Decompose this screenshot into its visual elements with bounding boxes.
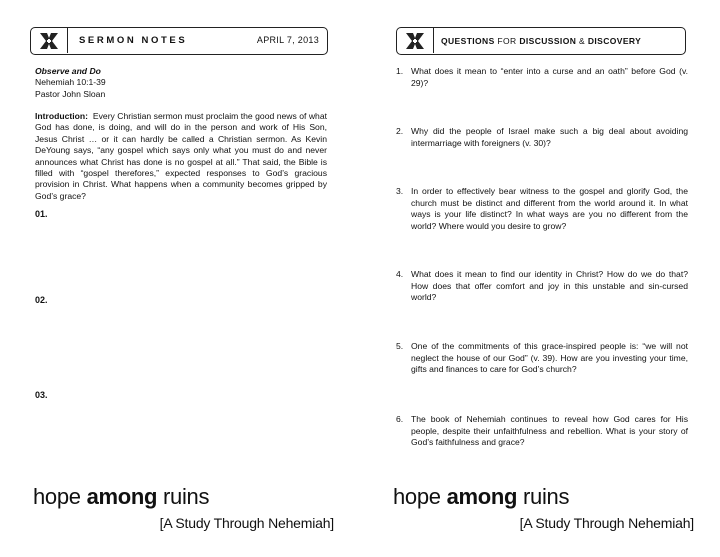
title-word-discussion: DISCUSSION <box>519 36 577 46</box>
sermon-speaker: Pastor John Sloan <box>35 88 106 99</box>
question-3 <box>396 186 688 232</box>
question-text: What does it mean to “enter into a curse and an oath” before God (v. 29)? <box>411 66 688 88</box>
sermon-info <box>35 66 327 100</box>
sermon-notes-header <box>30 27 328 55</box>
discussion-title <box>441 36 641 46</box>
introduction-label: Introduction: <box>35 111 88 121</box>
series-title-pre: hope <box>393 484 447 509</box>
question-number: 2. <box>396 126 404 136</box>
discussion-header <box>396 27 686 55</box>
series-subtitle: [A Study Through Nehemiah] <box>519 515 694 531</box>
question-text: What does it mean to find our identity in Christ? How do we do that? How does that offer comfort and joy in this unstable and sin-cursed world? <box>411 269 688 303</box>
series-title-post: ruins <box>157 484 210 509</box>
series-title <box>393 484 569 510</box>
point-03: 03. <box>35 390 48 400</box>
point-02: 02. <box>35 295 48 305</box>
header-title: SERMON NOTES <box>79 35 188 46</box>
question-1 <box>396 66 688 89</box>
series-subtitle: [A Study Through Nehemiah] <box>159 515 334 531</box>
question-text: The book of Nehemiah continues to reveal how God cares for His people, despite their unfaithfulness and rebellion. What is your story of God’s faithfulness and grace? <box>411 414 688 448</box>
title-word-questions: QUESTIONS <box>441 36 495 46</box>
question-number: 6. <box>396 414 404 424</box>
question-4 <box>396 269 688 304</box>
question-number: 4. <box>396 269 404 279</box>
series-title-post: ruins <box>517 484 570 509</box>
header-date: APRIL 7, 2013 <box>256 35 319 45</box>
question-5 <box>396 341 688 376</box>
introduction <box>35 111 327 202</box>
question-text: In order to effectively bear witness to the gospel and glorify God, the church must be distinct and different from the world around it. In what ways is your life distinct? In what ways are you no different from the world? Where would you desire to grow? <box>411 186 688 231</box>
cross-x-logo-icon <box>397 28 434 53</box>
point-01: 01. <box>35 209 48 219</box>
sermon-heading: Observe and Do <box>35 66 101 76</box>
sermon-passage: Nehemiah 10:1-39 <box>35 77 106 88</box>
series-title-bold: among <box>86 484 158 509</box>
question-number: 5. <box>396 341 404 351</box>
question-2 <box>396 126 688 149</box>
series-title-bold: among <box>446 484 518 509</box>
question-text: One of the commitments of this grace-inspired people is: “we will not neglect the house of our God” (v. 39). How are you investing your time, gifts and finances to care for God’s church? <box>411 341 688 375</box>
discussion-panel <box>360 0 720 557</box>
question-text: Why did the people of Israel make such a big deal about avoiding intermarriage with foreigners (v. 30)? <box>411 126 688 148</box>
series-title <box>33 484 209 510</box>
question-6 <box>396 414 688 449</box>
title-word-for: FOR <box>494 36 520 46</box>
introduction-text: Every Christian sermon must proclaim the good news of what God has done, is doing, and will do in the person and work of His Son, Jesus Christ … or it can hardly be called a Christian sermon. As Kevin DeYoung says, “any gospel which says only what you must do and never announces what Christ has done is no gospel at all.” That said, the Bible is filled with “gospel therefores,” expected responses to God’s gracious provision in Christ. What happens when a community becomes gripped by God’s grace? <box>35 111 327 201</box>
series-title-pre: hope <box>33 484 87 509</box>
title-word-discovery: DISCOVERY <box>587 36 642 46</box>
question-number: 3. <box>396 186 404 196</box>
question-number: 1. <box>396 66 404 76</box>
title-word-and: & <box>576 36 588 46</box>
cross-x-logo-icon <box>31 28 68 53</box>
